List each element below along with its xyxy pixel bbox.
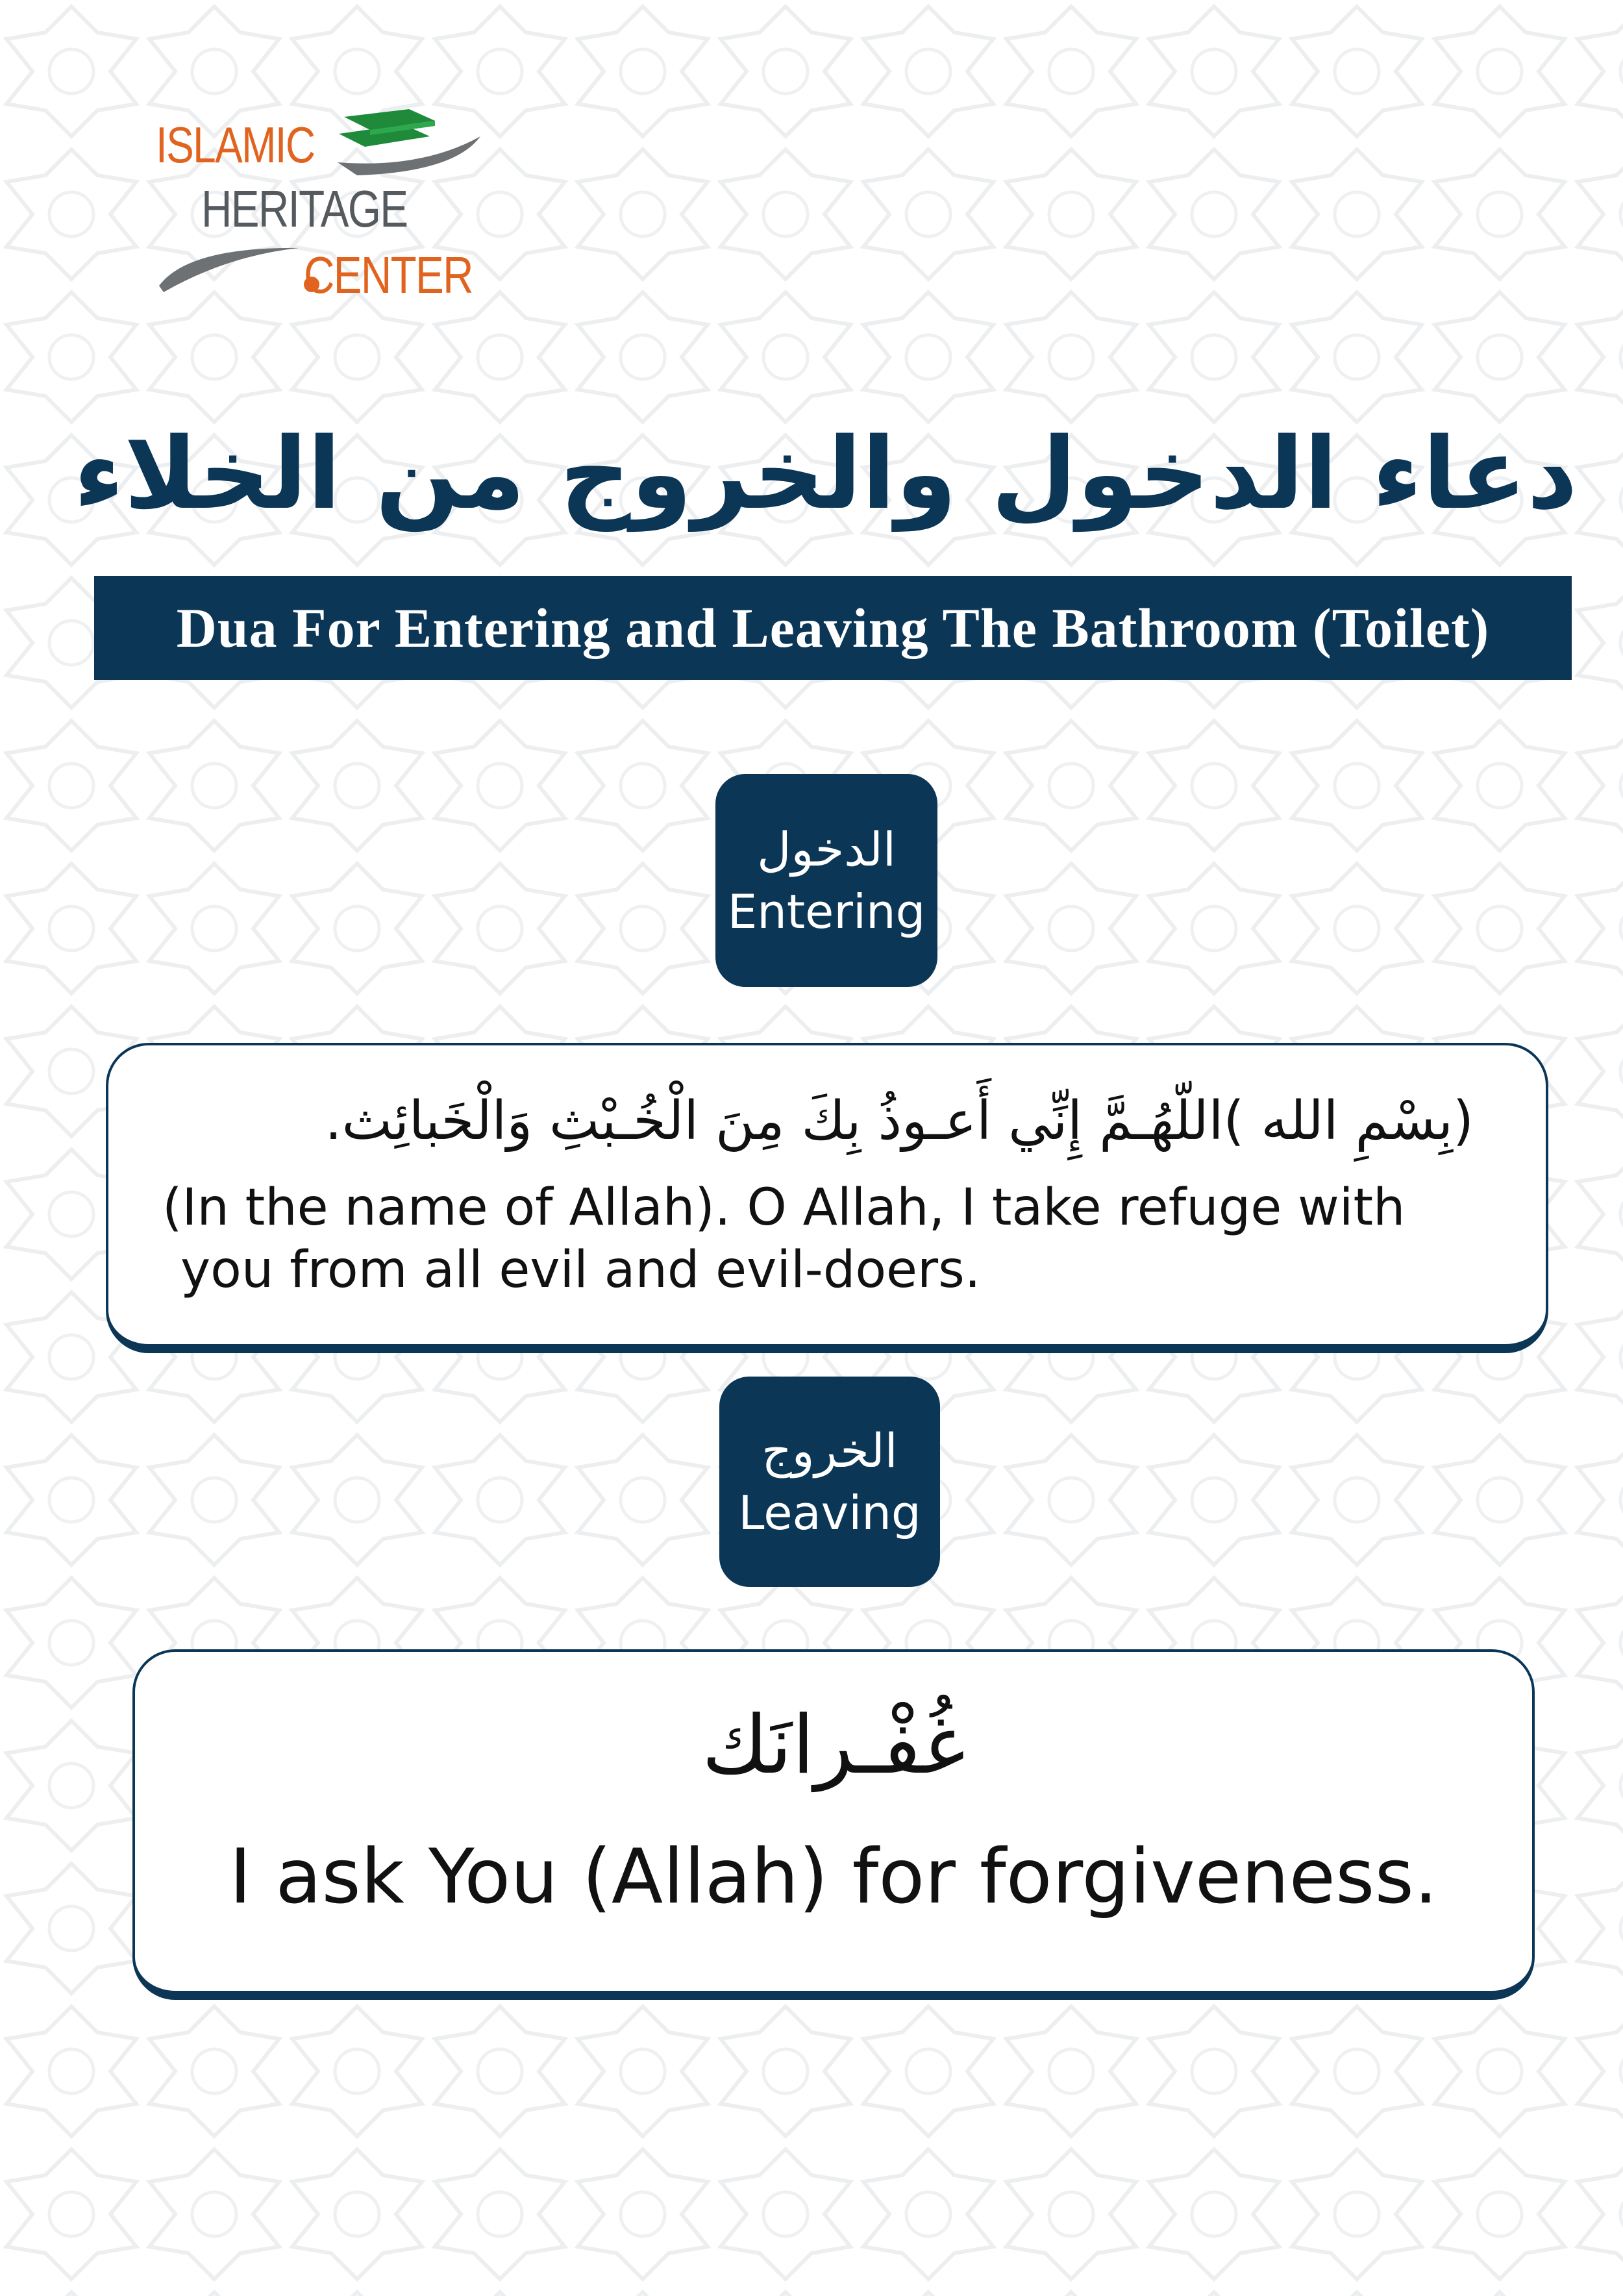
islamic-heritage-center-logo <box>149 97 500 312</box>
entering-translation-line2: you from all evil and evil-doers. <box>180 1241 981 1299</box>
entering-badge <box>715 774 937 987</box>
arabic-title: دعاء الدخول والخروج من الخلاء <box>73 416 1578 531</box>
leaving-badge-arabic: الخروج <box>762 1423 898 1478</box>
leaving-dua-translation: I ask You (Allah) for forgiveness. <box>229 1833 1438 1921</box>
english-title-bar <box>94 576 1572 680</box>
entering-dua-arabic: (بِسْمِ الله )اللّهُـمَّ إِنِّي أَعـوذُ بِكَ مِنَ الْخُـبْثِ وَالْخَبائِث. <box>325 1090 1474 1152</box>
leaving-badge <box>719 1377 940 1587</box>
entering-translation-line1: (In the name of Allah). O Allah, I take refuge with <box>162 1179 1406 1237</box>
leaving-badge-english: Leaving <box>738 1486 921 1540</box>
logo-word-heritage: HERITAGE <box>201 180 408 238</box>
leaving-dua-arabic: غُفْـرانَك <box>702 1699 965 1792</box>
english-title: Dua For Entering and Leaving The Bathroom (Toilet) <box>176 597 1490 659</box>
entering-dua-translation <box>162 1177 1493 1301</box>
logo-word-islamic: ISLAMIC <box>156 116 315 173</box>
entering-badge-arabic: الدخول <box>757 822 896 877</box>
entering-badge-english: Entering <box>727 884 926 939</box>
logo-word-center: CENTER <box>304 246 473 304</box>
